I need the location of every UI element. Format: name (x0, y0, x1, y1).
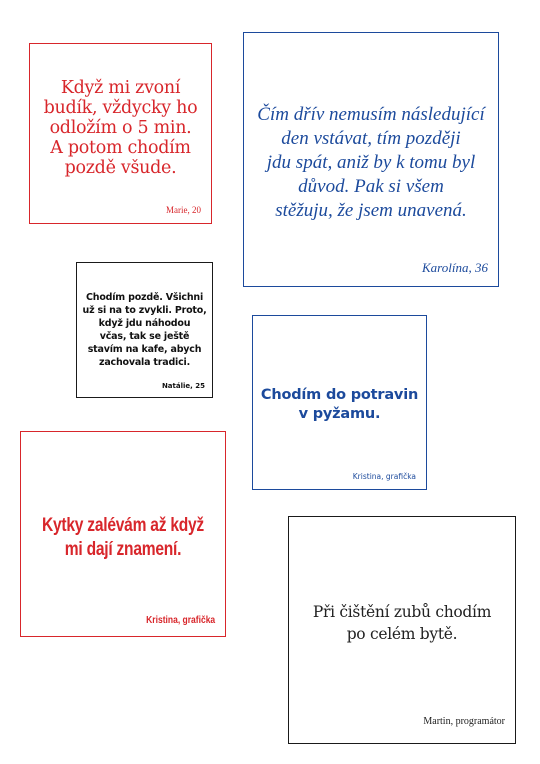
quote-text: Když mi zvoní budík, vždycky ho odložím o 5 min. A potom chodím pozdě všude. (43, 78, 198, 178)
quote-author: Kristina, grafička (146, 615, 215, 626)
quote-text: Chodím pozdě. Všichni už si na to zvykli. Proto, když jdu náhodou včas, tak se ještě stavím na kafe, abych zachovala tradici. (82, 292, 207, 368)
quote-card-martin (288, 516, 516, 744)
quote-card-natalie (76, 262, 213, 398)
quote-card-kristina-kytky (20, 431, 226, 637)
quote-author: Karolína, 36 (422, 260, 488, 275)
quote-author: Martin, programátor (423, 716, 505, 727)
quote-card-kristina-pyzamo (252, 315, 427, 490)
quote-text: Čím dřív nemusím následující den vstávat, tím později jdu spát, aniž by k tomu byl důvod. Pak si všem stěžuju, že jsem unavená. (257, 104, 485, 221)
quote-card-marie (29, 43, 212, 224)
quote-text: Při čištění zubů chodím po celém bytě. (312, 603, 492, 643)
quote-text: Kytky zalévám až když mi dají znamení. (41, 515, 204, 560)
quote-author: Marie, 20 (166, 205, 201, 215)
quote-author: Kristina, grafička (352, 472, 416, 481)
quote-author: Natálie, 25 (161, 382, 205, 390)
quote-card-karolina (243, 32, 499, 287)
quote-text: Chodím do potravin v pyžamu. (260, 387, 419, 422)
